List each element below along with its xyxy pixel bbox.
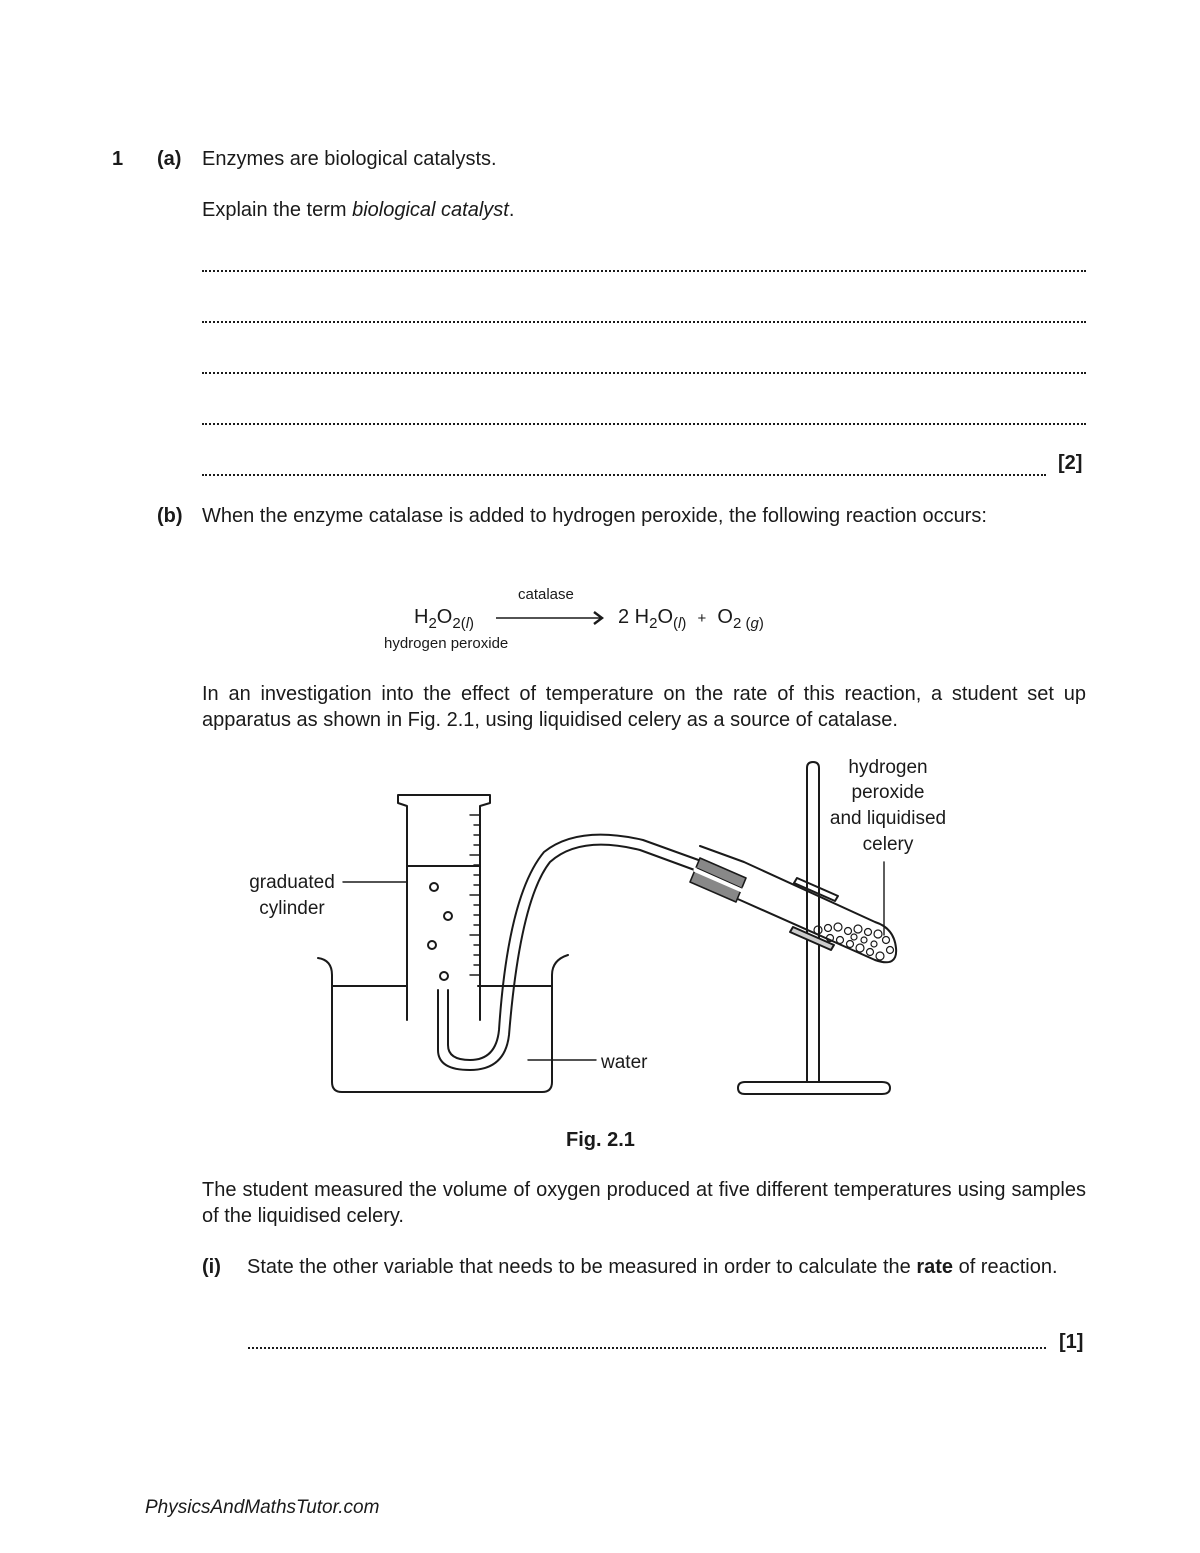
label-tube-1: hydrogen — [848, 757, 928, 778]
bubble — [428, 941, 436, 949]
bubble — [440, 972, 448, 980]
graduation-ticks — [470, 815, 480, 975]
label-water: water — [601, 1052, 648, 1073]
delivery-tube — [438, 845, 700, 1070]
answer-line[interactable] — [202, 399, 1086, 425]
bubble — [430, 883, 438, 891]
answer-line[interactable] — [202, 348, 1086, 374]
question-number: 1 — [112, 148, 124, 170]
part-i-label: (i) — [202, 1256, 221, 1278]
part-i-marks: [1] — [1059, 1331, 1084, 1353]
reaction-equation — [380, 580, 800, 660]
prompt-suffix: . — [508, 199, 515, 221]
label-cylinder-2: cylinder — [259, 898, 325, 919]
stand-rod — [807, 762, 819, 1082]
part-a-label: (a) — [157, 148, 182, 170]
figure-caption: Fig. 2.1 — [566, 1129, 635, 1151]
footer-watermark: PhysicsAndMathsTutor.com — [145, 1497, 380, 1518]
part-a-marks: [2] — [1058, 452, 1083, 474]
answer-line[interactable] — [202, 450, 1046, 476]
label-tube-4: celery — [862, 834, 914, 855]
answer-line[interactable] — [248, 1323, 1046, 1349]
part-a-prompt — [202, 197, 514, 223]
label-cylinder-1: graduated — [249, 872, 335, 893]
part-b-label: (b) — [157, 505, 183, 527]
part-a-statement: Enzymes are biological catalysts. — [202, 148, 497, 170]
graduated-cylinder — [398, 795, 490, 1020]
answer-line[interactable] — [202, 246, 1086, 272]
product-formula: 2 $H_2O_{(l)} + O_{2 (g)}$ — [618, 606, 764, 632]
part-i-question: State the other variable that needs to be measured in order to calculate the rate of reaction. — [247, 1256, 1058, 1278]
investigation-paragraph: In an investigation into the effect of temperature on the rate of this reaction, a student set up apparatus as shown in Fig. 2.1, using liquidised celery as a source of catalase. — [202, 683, 1086, 731]
label-tube-2: peroxide — [851, 782, 925, 803]
measurement-paragraph: The student measured the volume of oxygen produced at five different temperatures using samples of the liquidised celery. — [202, 1179, 1086, 1227]
apparatus-diagram — [0, 740, 1200, 1110]
reactant-name: hydrogen peroxide — [384, 635, 509, 652]
beaker — [318, 955, 568, 1092]
bubble — [444, 912, 452, 920]
reactant-formula: $H_2O_{2(l)}$ — [414, 606, 475, 632]
test-tube — [692, 846, 896, 962]
prompt-prefix: Explain the term — [202, 199, 353, 221]
clamp-upper — [794, 878, 838, 901]
answer-line[interactable] — [202, 297, 1086, 323]
part-b-intro: When the enzyme catalase is added to hydrogen peroxide, the following reaction occurs: — [202, 505, 987, 527]
stand-base — [738, 1082, 890, 1094]
label-tube-3: and liquidised — [829, 808, 947, 829]
prompt-term: biological catalyst — [352, 199, 509, 221]
catalyst-label: catalase — [518, 586, 574, 603]
reaction-arrow — [496, 610, 608, 626]
